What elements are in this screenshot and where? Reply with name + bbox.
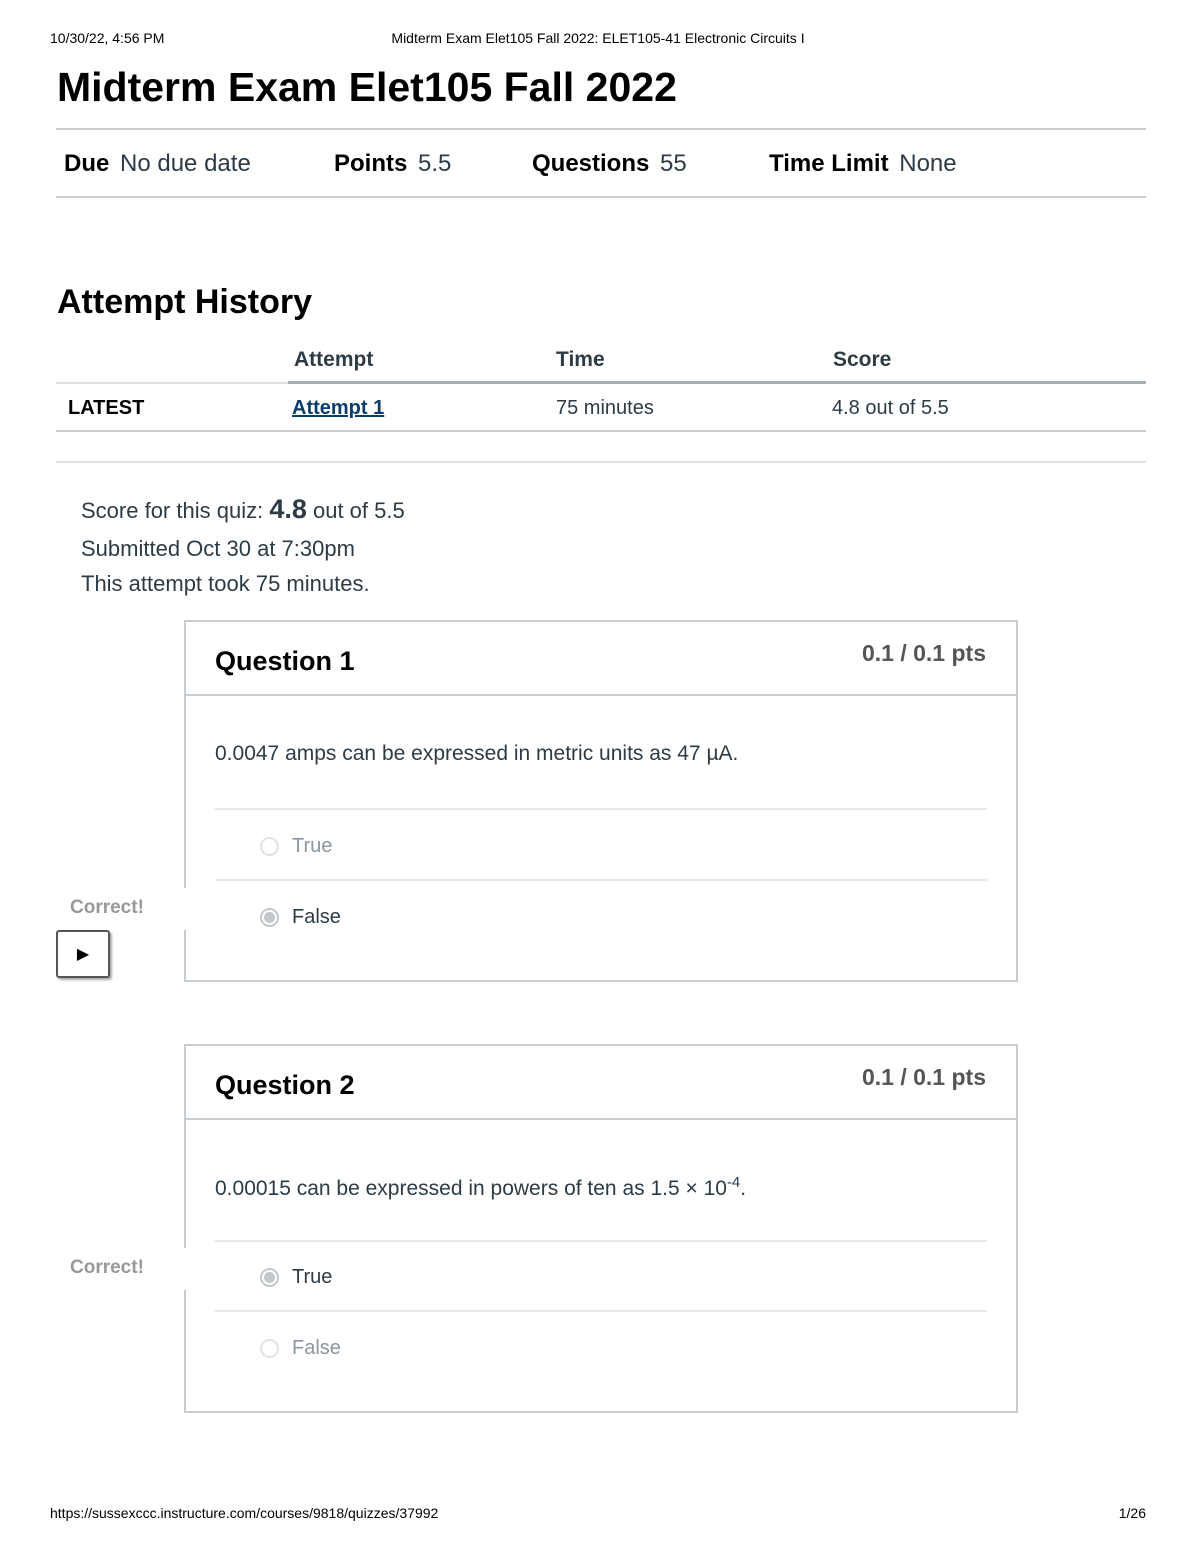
meta-questions-label: Questions: [532, 150, 650, 177]
question-points: 0.1 / 0.1 pts: [861, 640, 986, 666]
question-header: [186, 622, 1016, 696]
radio-selected-icon[interactable]: [260, 1268, 279, 1287]
score-prefix: Score for this quiz:: [81, 498, 264, 523]
question-text-end: .: [740, 1177, 747, 1200]
meta-time-limit-label: Time Limit: [769, 150, 889, 177]
answer-false[interactable]: [260, 1334, 341, 1362]
meta-due: [64, 150, 251, 178]
play-button[interactable]: [56, 930, 110, 978]
correct-label: Correct!: [70, 897, 144, 918]
answer-divider: [215, 879, 987, 881]
label-mask: [150, 1248, 186, 1290]
answer-false[interactable]: [260, 903, 341, 931]
print-header: [50, 30, 1146, 50]
answer-label: False: [292, 1336, 341, 1359]
print-footer: [50, 1505, 1146, 1525]
question-header: [186, 1046, 1016, 1120]
table-row: [56, 384, 1146, 432]
answer-true[interactable]: [260, 832, 332, 860]
quiz-score: [81, 494, 405, 525]
answer-label: True: [292, 1265, 333, 1288]
question-2: [184, 1044, 1018, 1413]
radio-icon[interactable]: [260, 1339, 279, 1358]
column-header-time: Time: [556, 348, 605, 371]
meta-due-value: No due date: [120, 150, 251, 177]
quiz-meta-bar: [56, 128, 1146, 198]
page-url: https://sussexccc.instructure.com/courses/9818/quizzes/37992: [50, 1505, 439, 1521]
answer-divider: [215, 1240, 987, 1242]
section-divider: [56, 461, 1146, 463]
attempt-history-table: [56, 340, 1146, 432]
meta-due-label: Due: [64, 150, 110, 177]
table-header: [56, 340, 1146, 384]
radio-icon[interactable]: [260, 837, 279, 856]
page-number: 1/26: [1118, 1505, 1146, 1521]
answer-divider: [215, 808, 987, 810]
meta-points-label: Points: [334, 150, 408, 177]
question-text-main: 0.00015 can be expressed in powers of ten as 1.5 × 10: [215, 1177, 727, 1200]
question-points: 0.1 / 0.1 pts: [861, 1064, 986, 1090]
attempt-duration: This attempt took 75 minutes.: [81, 571, 370, 596]
score-value: 4.8: [269, 494, 307, 524]
question-title: Question 2: [215, 1070, 355, 1100]
attempt-history-title: Attempt History: [57, 283, 313, 321]
question-title: Question 1: [215, 646, 355, 676]
question-text: 0.0047 amps can be expressed in metric units as 47 µA.: [215, 742, 739, 765]
meta-points: [334, 150, 451, 178]
meta-questions-value: 55: [660, 150, 687, 177]
column-header-score: Score: [833, 348, 892, 371]
column-header-attempt: Attempt: [294, 348, 374, 371]
score-suffix: out of 5.5: [312, 498, 405, 523]
meta-time-limit: [769, 150, 957, 178]
attempt-time: 75 minutes: [556, 397, 654, 419]
print-date: 10/30/22, 4:56 PM: [50, 30, 165, 46]
attempt-score: 4.8 out of 5.5: [832, 397, 949, 419]
play-icon: ▶: [76, 946, 90, 963]
answer-divider: [215, 1310, 987, 1312]
correct-label: Correct!: [70, 1257, 144, 1278]
label-mask: [150, 888, 186, 930]
answer-label: False: [292, 905, 341, 928]
answer-true[interactable]: [260, 1263, 332, 1291]
submitted-time: Submitted Oct 30 at 7:30pm: [81, 536, 355, 561]
answer-label: True: [292, 834, 333, 857]
question-text: [215, 1174, 746, 1201]
meta-points-value: 5.5: [418, 150, 452, 177]
radio-selected-icon[interactable]: [260, 908, 279, 927]
page-title: Midterm Exam Elet105 Fall 2022: [57, 64, 677, 110]
meta-time-limit-value: None: [899, 150, 957, 177]
print-title: Midterm Exam Elet105 Fall 2022: ELET105-41 Electronic Circuits I: [391, 30, 805, 46]
attempt-status: LATEST: [68, 397, 145, 419]
question-text-exponent: -4: [726, 1174, 741, 1191]
meta-questions: [532, 150, 687, 178]
question-1: [184, 620, 1018, 982]
attempt-1-link[interactable]: Attempt 1: [292, 397, 385, 419]
